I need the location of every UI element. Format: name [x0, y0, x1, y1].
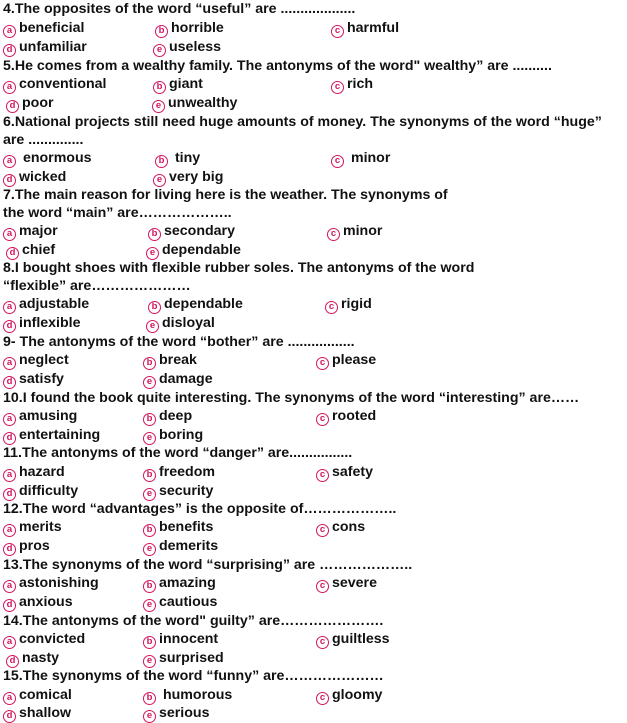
- option-label: please: [332, 352, 377, 368]
- option-label: useless: [169, 39, 222, 55]
- q8-option-d[interactable]: [3, 315, 81, 333]
- option-label: chief: [22, 242, 56, 258]
- option-label: astonishing: [19, 575, 99, 591]
- option-e-marker: e: [152, 100, 165, 113]
- option-label: disloyal: [162, 315, 215, 331]
- option-label: amusing: [19, 408, 78, 424]
- option-label: hazard: [19, 464, 65, 480]
- option-b-marker: b: [143, 636, 156, 649]
- option-label: cautious: [159, 594, 218, 610]
- option-b-marker: b: [155, 25, 168, 38]
- option-label: cons: [332, 519, 366, 535]
- option-label: rigid: [341, 296, 372, 312]
- q8-option-e[interactable]: [146, 315, 215, 333]
- q6-option-c[interactable]: [331, 150, 390, 168]
- q7-option-e[interactable]: [146, 242, 241, 260]
- q10-option-b[interactable]: [143, 408, 192, 426]
- option-a-marker: a: [3, 155, 16, 168]
- option-label: damage: [159, 371, 213, 387]
- q7-option-a[interactable]: [3, 223, 58, 241]
- q7-option-d[interactable]: [6, 242, 55, 260]
- option-c-marker: c: [331, 25, 344, 38]
- q10-option-c[interactable]: [316, 408, 376, 426]
- option-e-marker: e: [143, 488, 156, 501]
- option-b-marker: b: [143, 357, 156, 370]
- option-label: deep: [159, 408, 193, 424]
- option-label: comical: [19, 687, 72, 703]
- question-11-stem: 11.The antonyms of the word “danger” are................: [3, 445, 353, 461]
- option-b-marker: b: [143, 692, 156, 705]
- option-c-marker: c: [316, 636, 329, 649]
- option-c-marker: c: [327, 228, 340, 241]
- option-label: adjustable: [19, 296, 90, 312]
- question-10-stem: 10.I found the book quite interesting. The synonyms of the word “interesting” are……: [3, 390, 580, 406]
- option-c-marker: c: [316, 469, 329, 482]
- option-label: shallow: [19, 705, 72, 721]
- q4-option-b[interactable]: [155, 20, 224, 38]
- option-label: conventional: [19, 76, 107, 92]
- q8-option-c[interactable]: [325, 296, 372, 314]
- option-label: enormous: [22, 150, 92, 166]
- option-c-marker: c: [316, 692, 329, 705]
- q6-option-b[interactable]: [155, 150, 200, 168]
- q12-option-e[interactable]: [143, 538, 218, 556]
- option-d-marker: d: [3, 44, 16, 57]
- option-label: giant: [169, 76, 203, 92]
- option-e-marker: e: [146, 320, 159, 333]
- q9-option-d[interactable]: [3, 371, 64, 389]
- option-label: serious: [159, 705, 210, 721]
- option-label: harmful: [347, 20, 400, 36]
- q12-option-d[interactable]: [3, 538, 50, 556]
- option-label: neglect: [19, 352, 69, 368]
- option-c-marker: c: [325, 301, 338, 314]
- q10-option-a[interactable]: [3, 408, 77, 426]
- option-c-marker: c: [316, 413, 329, 426]
- q14-option-a[interactable]: [3, 631, 85, 649]
- q5-option-d[interactable]: [6, 95, 54, 113]
- option-label: innocent: [159, 631, 219, 647]
- question-12-stem: 12.The word “advantages” is the opposite of………………..: [3, 501, 397, 517]
- option-e-marker: e: [143, 432, 156, 445]
- option-label: minor: [343, 223, 383, 239]
- question-14-stem: 14.The antonyms of the word" guilty” are………………….: [3, 613, 384, 629]
- option-b-marker: b: [143, 469, 156, 482]
- q14-option-e[interactable]: [143, 650, 224, 668]
- q5-option-a[interactable]: [3, 76, 107, 94]
- q13-option-c[interactable]: [316, 575, 377, 593]
- option-label: rooted: [332, 408, 377, 424]
- option-label: benefits: [159, 519, 214, 535]
- option-label: beneficial: [19, 20, 85, 36]
- option-e-marker: e: [143, 376, 156, 389]
- option-label: nasty: [22, 650, 60, 666]
- option-label: unwealthy: [168, 95, 238, 111]
- option-e-marker: e: [146, 247, 159, 260]
- q5-option-b[interactable]: [153, 76, 203, 94]
- q11-option-b[interactable]: [143, 464, 215, 482]
- option-label: difficulty: [19, 483, 79, 499]
- q10-option-e[interactable]: [143, 427, 203, 445]
- option-label: dependable: [164, 296, 243, 312]
- option-a-marker: a: [3, 357, 16, 370]
- option-a-marker: a: [3, 469, 16, 482]
- option-label: very big: [169, 169, 224, 185]
- option-d-marker: d: [3, 174, 16, 187]
- option-label: unfamiliar: [19, 39, 87, 55]
- q15-option-c[interactable]: [316, 687, 382, 705]
- q5-option-e[interactable]: [152, 95, 237, 113]
- q13-option-d[interactable]: [3, 594, 73, 612]
- q14-option-c[interactable]: [316, 631, 390, 649]
- option-b-marker: b: [143, 580, 156, 593]
- q11-option-d[interactable]: [3, 483, 78, 501]
- q6-option-e[interactable]: [153, 169, 223, 187]
- q4-option-c[interactable]: [331, 20, 399, 38]
- q6-option-d[interactable]: [3, 169, 66, 187]
- option-d-marker: d: [3, 488, 16, 501]
- option-a-marker: a: [3, 580, 16, 593]
- option-b-marker: b: [143, 413, 156, 426]
- q9-option-e[interactable]: [143, 371, 213, 389]
- option-e-marker: e: [143, 599, 156, 612]
- question-8-stem-line-1: 8.I bought shoes with flexible rubber soles. The antonyms of the word: [3, 260, 475, 276]
- q9-option-b[interactable]: [143, 352, 197, 370]
- option-label: tiny: [174, 150, 201, 166]
- option-label: anxious: [19, 594, 73, 610]
- q4-option-e[interactable]: [153, 39, 221, 57]
- option-a-marker: a: [3, 25, 16, 38]
- option-label: break: [159, 352, 197, 368]
- q5-option-c[interactable]: [331, 76, 373, 94]
- q11-option-c[interactable]: [316, 464, 373, 482]
- q15-option-b[interactable]: [143, 687, 232, 705]
- option-label: guiltless: [332, 631, 390, 647]
- question-15-stem: 15.The synonyms of the word “funny” are…………………: [3, 668, 384, 684]
- option-label: major: [19, 223, 58, 239]
- option-d-marker: d: [6, 100, 19, 113]
- q7-option-b[interactable]: [148, 223, 235, 241]
- option-e-marker: e: [143, 655, 156, 668]
- option-d-marker: d: [3, 432, 16, 445]
- q6-option-a[interactable]: [3, 150, 92, 168]
- q15-option-d[interactable]: [3, 705, 71, 723]
- option-label: inflexible: [19, 315, 81, 331]
- option-label: horrible: [171, 20, 224, 36]
- q9-option-c[interactable]: [316, 352, 376, 370]
- option-e-marker: e: [143, 710, 156, 723]
- option-label: convicted: [19, 631, 86, 647]
- q11-option-a[interactable]: [3, 464, 65, 482]
- question-6-stem-line-2: are ..............: [3, 132, 84, 148]
- option-a-marker: a: [3, 413, 16, 426]
- option-a-marker: a: [3, 301, 16, 314]
- question-8-stem-line-2: “flexible” are…………………: [3, 278, 191, 294]
- q11-option-e[interactable]: [143, 483, 213, 501]
- option-a-marker: a: [3, 692, 16, 705]
- option-label: wicked: [19, 169, 67, 185]
- question-13-stem: 13.The synonyms of the word “surprising” are ………………..: [3, 557, 413, 573]
- option-d-marker: d: [3, 376, 16, 389]
- question-9-stem: 9- The antonyms of the word “bother” are .................: [3, 334, 355, 350]
- option-e-marker: e: [153, 44, 166, 57]
- option-label: boring: [159, 427, 204, 443]
- option-d-marker: d: [3, 543, 16, 556]
- q4-option-d[interactable]: [3, 39, 87, 57]
- q12-option-a[interactable]: [3, 519, 62, 537]
- option-c-marker: c: [316, 580, 329, 593]
- option-label: humorous: [162, 687, 233, 703]
- option-label: demerits: [159, 538, 219, 554]
- option-a-marker: a: [3, 81, 16, 94]
- option-d-marker: d: [3, 599, 16, 612]
- question-4-stem: 4.The opposites of the word “useful” are ...................: [3, 1, 356, 17]
- option-a-marker: a: [3, 228, 16, 241]
- q4-option-a[interactable]: [3, 20, 84, 38]
- option-label: freedom: [159, 464, 215, 480]
- question-6-stem-line-1: 6.National projects still need huge amounts of money. The synonyms of the word “huge”: [3, 114, 602, 130]
- option-c-marker: c: [316, 524, 329, 537]
- option-label: secondary: [164, 223, 235, 239]
- option-label: minor: [350, 150, 391, 166]
- q8-option-a[interactable]: [3, 296, 89, 314]
- option-b-marker: b: [155, 155, 168, 168]
- option-label: satisfy: [19, 371, 64, 387]
- option-label: safety: [332, 464, 374, 480]
- option-label: gloomy: [332, 687, 383, 703]
- option-label: amazing: [159, 575, 216, 591]
- option-c-marker: c: [316, 357, 329, 370]
- option-label: surprised: [159, 650, 224, 666]
- q7-option-c[interactable]: [327, 223, 382, 241]
- q13-option-a[interactable]: [3, 575, 99, 593]
- option-d-marker: d: [3, 710, 16, 723]
- option-label: security: [159, 483, 214, 499]
- q10-option-d[interactable]: [3, 427, 100, 445]
- q8-option-b[interactable]: [148, 296, 243, 314]
- q14-option-d[interactable]: [6, 650, 59, 668]
- option-b-marker: b: [148, 228, 161, 241]
- q9-option-a[interactable]: [3, 352, 69, 370]
- q15-option-e[interactable]: [143, 705, 209, 723]
- option-d-marker: d: [3, 320, 16, 333]
- option-label: merits: [19, 519, 62, 535]
- option-label: severe: [332, 575, 377, 591]
- option-e-marker: e: [143, 543, 156, 556]
- question-5-stem: 5.He comes from a wealthy family. The antonyms of the word" wealthy” are ..........: [3, 58, 552, 74]
- option-e-marker: e: [153, 174, 166, 187]
- question-7-stem-line-2: the word “main” are………………..: [3, 205, 232, 221]
- option-c-marker: c: [331, 81, 344, 94]
- q14-option-b[interactable]: [143, 631, 218, 649]
- option-c-marker: c: [331, 155, 344, 168]
- option-b-marker: b: [153, 81, 166, 94]
- option-a-marker: a: [3, 636, 16, 649]
- option-label: entertaining: [19, 427, 101, 443]
- option-a-marker: a: [3, 524, 16, 537]
- q13-option-e[interactable]: [143, 594, 217, 612]
- option-b-marker: b: [143, 524, 156, 537]
- q12-option-c[interactable]: [316, 519, 365, 537]
- option-label: pros: [19, 538, 50, 554]
- q13-option-b[interactable]: [143, 575, 216, 593]
- option-label: poor: [22, 95, 54, 111]
- option-d-marker: d: [6, 655, 19, 668]
- option-d-marker: d: [6, 247, 19, 260]
- option-label: rich: [347, 76, 374, 92]
- q15-option-a[interactable]: [3, 687, 72, 705]
- q12-option-b[interactable]: [143, 519, 213, 537]
- option-b-marker: b: [148, 301, 161, 314]
- option-label: dependable: [162, 242, 241, 258]
- question-7-stem-line-1: 7.The main reason for living here is the weather. The synonyms of: [3, 187, 448, 203]
